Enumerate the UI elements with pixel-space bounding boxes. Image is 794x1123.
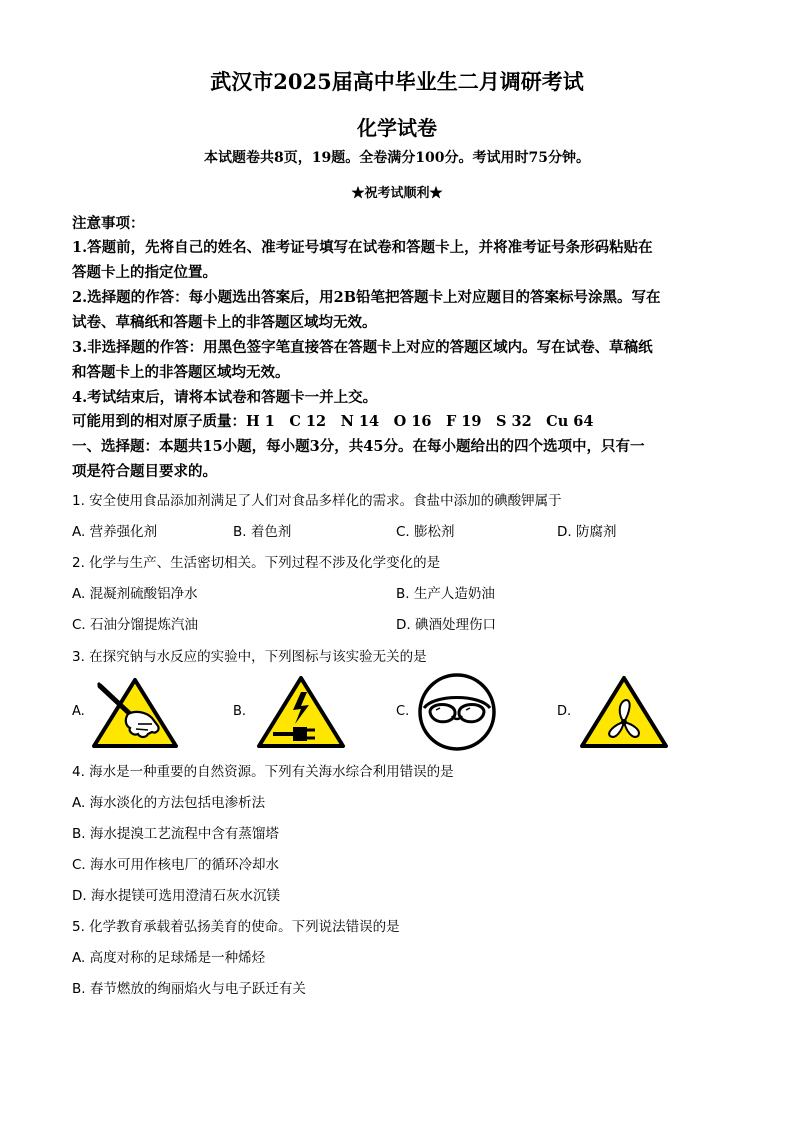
- q5-option-a[interactable]: A. 高度对称的足球烯是一种烯烃: [72, 950, 266, 966]
- notes-line: 2.选择题的作答：每小题选出答案后，用2B铅笔把答题卡上对应题目的答案标号涂黑。写在: [72, 289, 661, 306]
- notes-line: 3.非选择题的作答：用黑色签字笔直接答在答题卡上对应的答题区域内。写在试卷、草稿纸: [72, 339, 653, 356]
- q1-option-b[interactable]: B. 着色剂: [233, 524, 292, 540]
- q2-option-b[interactable]: B. 生产人造奶油: [396, 586, 495, 602]
- notes-line: 试卷、草稿纸和答题卡上的非答题区域均无效。: [72, 314, 377, 331]
- notes-line: 和答题卡上的非答题区域均无效。: [72, 364, 290, 381]
- notes-line: 4.考试结束后，请将本试卷和答题卡一并上交。: [72, 389, 378, 406]
- q5-option-b[interactable]: B. 春节燃放的绚丽焰火与电子跃迁有关: [72, 981, 306, 997]
- q4-option-b[interactable]: B. 海水提溴工艺流程中含有蒸馏塔: [72, 826, 279, 842]
- notes-heading: 注意事项：: [72, 215, 145, 232]
- section-heading-cont: 项是符合题目要求的。: [72, 463, 217, 480]
- sharp-object-warning-icon: [90, 674, 180, 750]
- question-2-stem: 2. 化学与生产、生活密切相关。下列过程不涉及化学变化的是: [72, 555, 441, 571]
- question-5-stem: 5. 化学教育承载着弘扬美育的使命。下列说法错误的是: [72, 919, 400, 935]
- q4-option-a[interactable]: A. 海水淡化的方法包括电渗析法: [72, 795, 266, 811]
- question-3-stem: 3. 在探究钠与水反应的实验中，下列图标与该实验无关的是: [72, 649, 427, 665]
- q1-option-a[interactable]: A. 营养强化剂: [72, 524, 158, 540]
- question-4-stem: 4. 海水是一种重要的自然资源。下列有关海水综合利用错误的是: [72, 764, 454, 780]
- q1-option-d[interactable]: D. 防腐剂: [557, 524, 617, 540]
- notes-line: 1.答题前，先将自己的姓名、准考证号填写在试卷和答题卡上，并将准考证号条形码粘贴在: [72, 239, 653, 256]
- q4-option-c[interactable]: C. 海水可用作核电厂的循环冷却水: [72, 857, 280, 873]
- fan-ventilation-icon: [578, 672, 670, 750]
- exam-info: 本试题卷共8页，19题。全卷满分100分。考试用时75分钟。: [204, 150, 590, 166]
- section-heading: 一、选择题：本题共15小题，每小题3分，共45分。在每小题给出的四个选项中，只有一: [72, 438, 645, 455]
- exam-subject: 化学试卷: [357, 116, 437, 140]
- q3-option-c[interactable]: C.: [396, 704, 410, 719]
- notes-line: 答题卡上的指定位置。: [72, 264, 217, 281]
- q3-option-a[interactable]: A.: [72, 704, 85, 719]
- exam-title: 武汉市2025届高中毕业生二月调研考试: [210, 69, 584, 94]
- q3-option-d[interactable]: D.: [557, 704, 572, 719]
- q2-option-d[interactable]: D. 碘酒处理伤口: [396, 617, 496, 633]
- goggles-icon: [416, 672, 498, 752]
- q2-option-c[interactable]: C. 石油分馏提炼汽油: [72, 617, 199, 633]
- q1-option-c[interactable]: C. 膨松剂: [396, 524, 455, 540]
- question-1-stem: 1. 安全使用食品添加剂满足了人们对食品多样化的需求。食盐中添加的碘酸钾属于: [72, 493, 562, 509]
- electric-hazard-icon: [255, 672, 347, 750]
- q2-option-a[interactable]: A. 混凝剂硫酸铝净水: [72, 586, 198, 602]
- exam-blessing: ★祝考试顺利★: [351, 186, 443, 201]
- q3-option-b[interactable]: B.: [233, 704, 247, 719]
- atomic-mass-line: 可能用到的相对原子质量：H 1 C 12 N 14 O 16 F 19 S 32 Cu 64: [72, 413, 594, 430]
- q4-option-d[interactable]: D. 海水提镁可选用澄清石灰水沉镁: [72, 888, 280, 904]
